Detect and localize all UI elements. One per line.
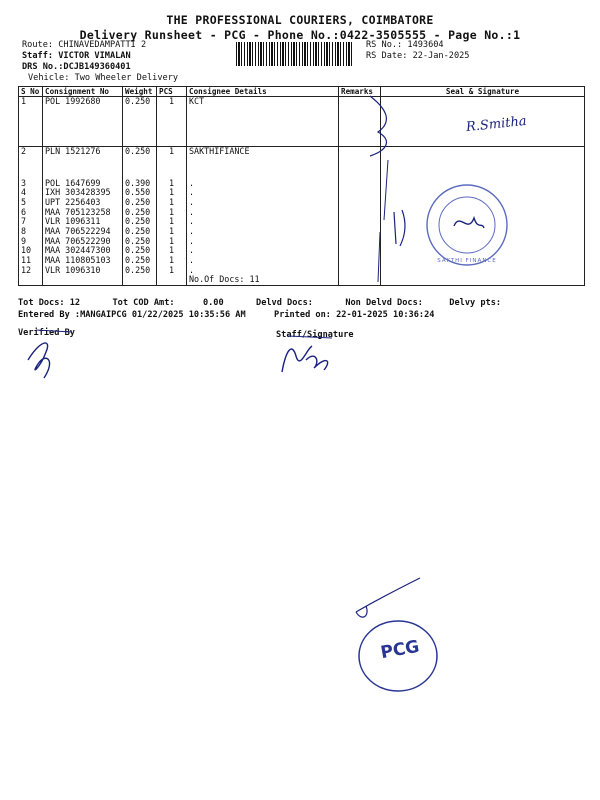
row-pcs: 1 (168, 197, 175, 207)
printed-on-text: Printed on: 22-01-2025 10:36:24 (274, 310, 435, 320)
row-pcs: 1 (168, 188, 175, 198)
row-sno: 6 (21, 207, 27, 217)
row-consignee: KCT (189, 97, 205, 106)
delvd-docs-label: Delvd Docs: (256, 298, 313, 308)
row-consignment: MAA 706522294 (45, 226, 111, 236)
handwritten-signature-rsmitha: R.Smitha (465, 113, 528, 136)
row-consignment: POL 1647699 (45, 178, 101, 188)
row-sno: 9 (21, 236, 27, 246)
row-sno: 10 (21, 246, 32, 256)
col-header-sno: S No (19, 87, 43, 97)
row-weight: 0.390 (125, 178, 151, 188)
row-consignee: . (189, 178, 195, 188)
row-weight: 0.250 (125, 226, 151, 236)
row-weight: 0.250 (125, 97, 151, 106)
row-sno: 7 (21, 217, 27, 227)
row-sno: 11 (21, 256, 32, 265)
row-pcs: 1 (168, 207, 175, 217)
row-weight: 0.250 (125, 265, 151, 275)
row-pcs: 1 (168, 178, 175, 188)
row-consignee: . (189, 265, 195, 275)
row-pcs: 1 (168, 226, 175, 236)
row-pcs: 1 (168, 236, 175, 246)
col-header-weight: Weight (123, 87, 157, 97)
row-consignment: IXH 303428395 (45, 188, 111, 198)
stamp-text: SAKTHI FINANCE (437, 258, 497, 264)
row-consignment: MAA 705123258 (45, 207, 111, 217)
rs-date-text: RS Date: 22-Jan-2025 (366, 51, 470, 61)
row-pcs: 1 (168, 246, 175, 256)
row-consignee: . (189, 197, 195, 207)
row-weight: 0.250 (125, 197, 151, 207)
row-consignment: MAA 706522290 (45, 236, 111, 246)
staff-signature-label: Staff/Signature (276, 330, 354, 340)
row-consignee: . (189, 246, 195, 256)
row-pcs: 1 (168, 265, 175, 275)
row-consignee: . (189, 226, 195, 236)
row-pcs: 1 (168, 256, 175, 265)
row-sno: 5 (21, 197, 27, 207)
tot-cod-label: Tot COD Amt: (112, 298, 175, 308)
rs-no-text: RS No.: 1493604 (366, 40, 444, 50)
no-of-docs-text: No.Of Docs: 11 (189, 275, 260, 285)
page-subtitle: Delivery Runsheet - PCG - Phone No.:0422-3505555 - Page No.:1 (79, 28, 521, 42)
col-header-pcs: PCS (157, 87, 187, 97)
non-delvd-docs-label: Non Delvd Docs: (345, 298, 423, 308)
row-weight: 0.250 (125, 256, 151, 265)
row-sno: 8 (21, 226, 27, 236)
row-consignee: . (189, 207, 195, 217)
pcg-seal-text: PCG (379, 636, 421, 664)
route-text: Route: CHINAVEDAMPATTI 2 (22, 40, 147, 50)
row-consignee: . (189, 236, 195, 246)
drs-text: DRS No.:DCJB149360401 (22, 62, 131, 72)
verified-by-label: Verified By (18, 328, 75, 338)
row-pcs: 1 (168, 97, 175, 106)
row-sno: 3 (21, 178, 27, 188)
row-consignee: SAKTHIFIANCE (189, 147, 250, 156)
col-header-seal: Seal & Signature (381, 87, 585, 97)
row-sno: 4 (21, 188, 27, 198)
page-title: THE PROFESSIONAL COURIERS, COIMBATORE (166, 13, 434, 27)
row-consignment: VLR 1096311 (45, 217, 101, 227)
row-sno: 1 (21, 97, 27, 106)
row-consignment: UPT 2256403 (45, 197, 101, 207)
entered-by-text: Entered By :MANGAIPCG 01/22/2025 10:35:56 AM (18, 310, 246, 320)
row-consignment: PLN 1521276 (45, 147, 101, 156)
row-consignment: MAA 110805103 (45, 256, 111, 265)
row-consignee: . (189, 256, 195, 265)
tot-docs-text: Tot Docs: 12 (18, 298, 81, 308)
row-consignee: . (189, 217, 195, 227)
row-weight: 0.250 (125, 207, 151, 217)
row-weight: 0.250 (125, 246, 151, 256)
row-sno: 2 (21, 147, 27, 156)
row-weight: 0.250 (125, 147, 151, 156)
row-consignee: . (189, 188, 195, 198)
col-header-remarks: Remarks (339, 87, 381, 97)
row-pcs: 1 (168, 147, 175, 156)
row-consignment: VLR 1096310 (45, 265, 101, 275)
delvy-pts-label: Delvy pts: (449, 298, 502, 308)
row-consignment: POL 1992680 (45, 97, 101, 106)
row-pcs: 1 (168, 217, 175, 227)
col-header-consignee: Consignee Details (187, 87, 339, 97)
row-sno: 12 (21, 265, 32, 275)
company-stamp-icon (424, 182, 510, 268)
row-weight: 0.550 (125, 188, 151, 198)
tot-cod-value: 0.00 (202, 298, 224, 308)
row-weight: 0.250 (125, 217, 151, 227)
row-weight: 0.250 (125, 236, 151, 246)
col-header-consignment: Consignment No (43, 87, 123, 97)
staff-text: Staff: VICTOR VIMALAN (22, 51, 131, 61)
vehicle-text: Vehicle: Two Wheeler Delivery (28, 73, 179, 83)
row-consignment: MAA 302447300 (45, 246, 111, 256)
